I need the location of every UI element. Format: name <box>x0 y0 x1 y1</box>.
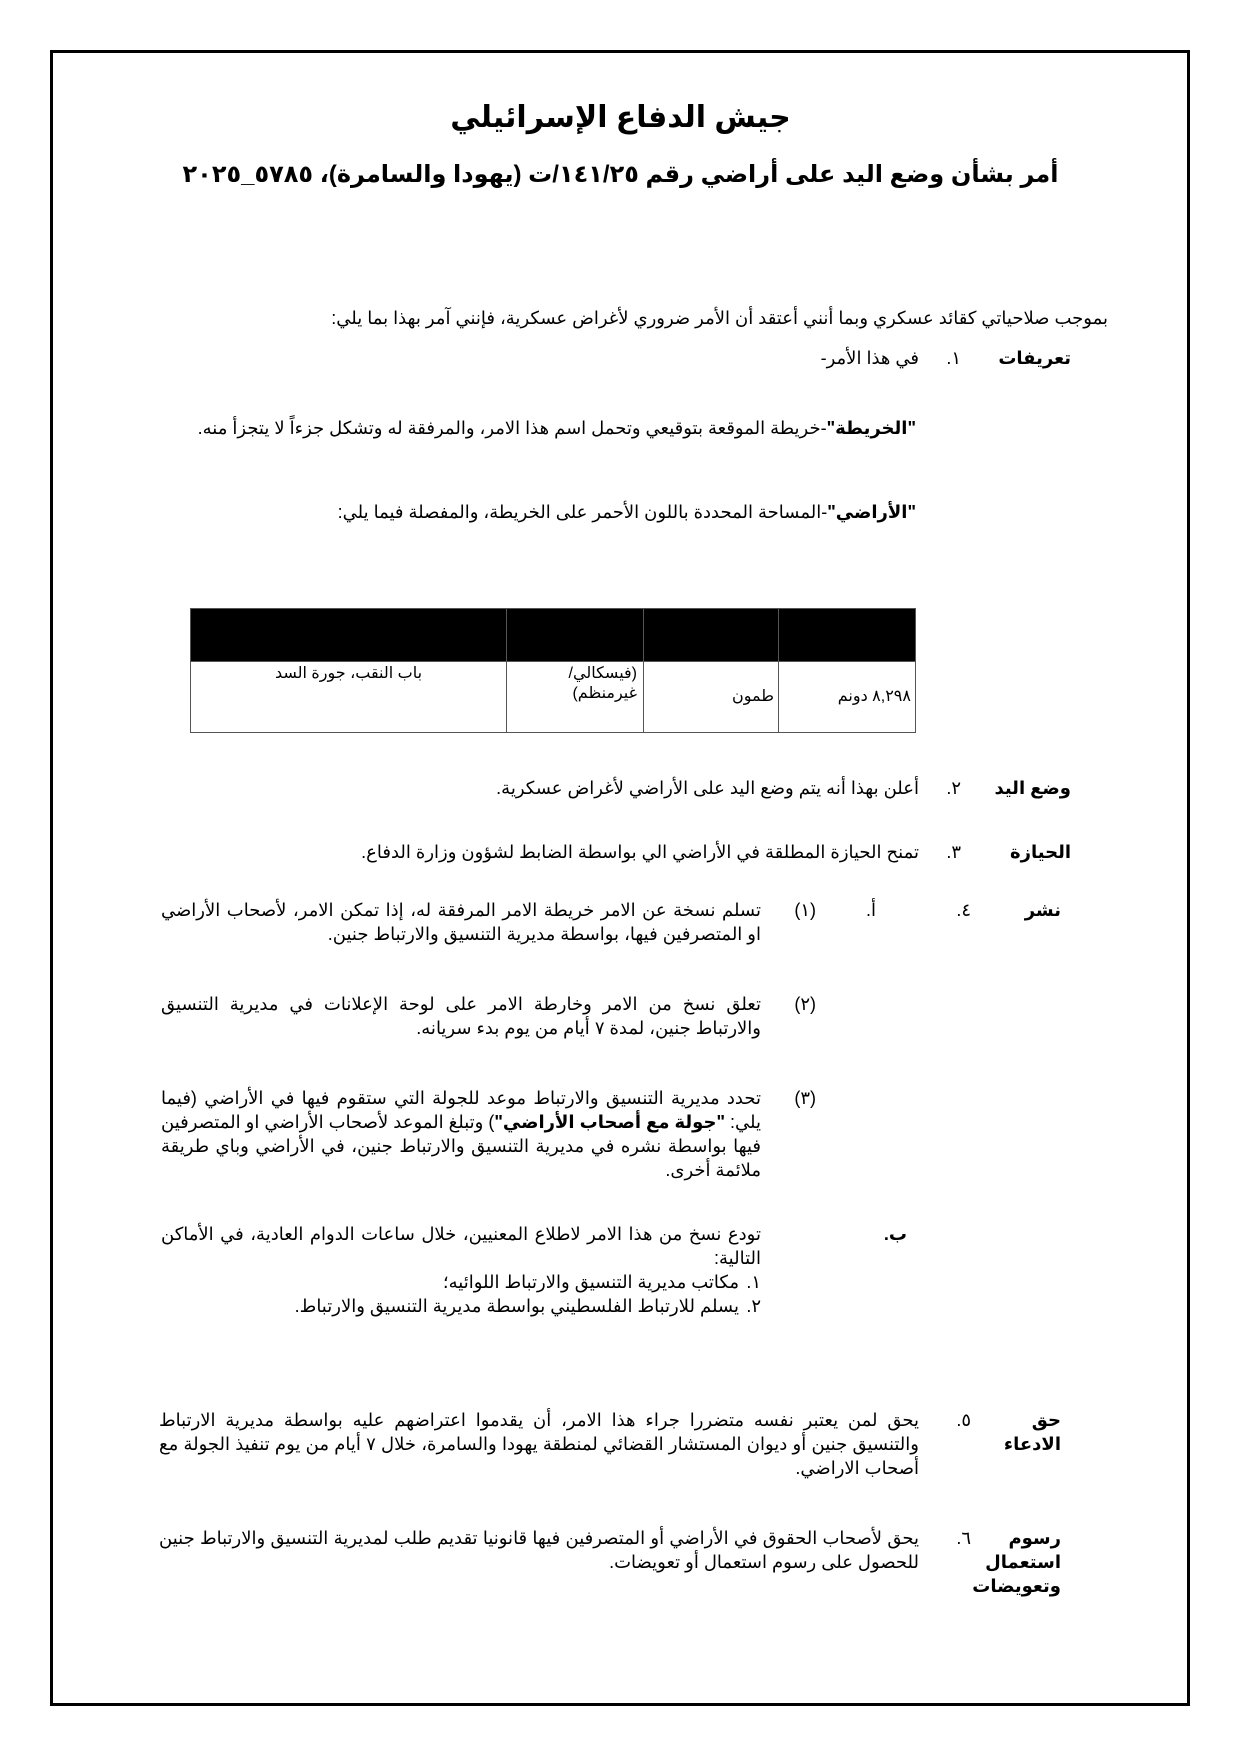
section-label-objection-2: الادعاء <box>1003 1434 1061 1454</box>
term-land: "الأراضي" <box>827 502 916 522</box>
item-3-number: (٣) <box>794 1088 816 1108</box>
section-label-publication: نشر <box>1024 900 1061 920</box>
seizure-text: أعلن بهذا أنه يتم وضع اليد على الأراضي لأغراض عسكرية. <box>496 778 919 798</box>
document-title: جيش الدفاع الإسرائيلي <box>450 101 791 134</box>
land-table <box>190 608 916 733</box>
header-cell <box>644 609 779 662</box>
section-label-possession: الحيازة <box>1010 842 1071 862</box>
section-label-fees-1: رسوم <box>1008 1528 1061 1548</box>
possession-text: تمنح الحيازة المطلقة في الأراضي الي بواسطة الضابط لشؤون وزارة الدفاع. <box>361 842 919 862</box>
b-list-item-2-number: ٢. <box>746 1296 761 1316</box>
land-table-header <box>191 609 916 662</box>
section-number-6: ٦. <box>956 1528 971 1548</box>
section-label-fees-3: وتعويضات <box>972 1576 1061 1596</box>
section-number-1: ١. <box>946 348 961 368</box>
cell-village: طمون <box>644 662 779 733</box>
document-subtitle: أمر بشأن وضع اليد على أراضي رقم ١٤١/٢٥/ت (يهودا والسامرة)، ٥٧٨٥_٢٠٢٥ <box>182 161 1059 188</box>
header-cell <box>191 609 507 662</box>
item-2-text: تعلق نسخ من الامر وخارطة الامر على لوحة الإعلانات في مديرية التنسيق والارتباط جنين، لمدة ٧ أيام من يوم بدء سريانه. <box>161 994 761 1038</box>
subsection-b-text: تودع نسخ من هذا الامر لاطلاع المعنيين، خلال ساعات الدوام العادية، في الأماكن التالية: <box>161 1224 761 1268</box>
section-number-5: ٥. <box>956 1410 971 1430</box>
section-number-4: ٤. <box>956 900 971 920</box>
b-list-item-1-text: مكاتب مديرية التنسيق والارتباط اللوائيه؛ <box>442 1272 739 1292</box>
subsection-a-label: أ. <box>865 900 876 920</box>
item-3-text-part-1: تحدد مديرية التنسيق والارتباط موعد للجولة التي ستقوم فيها في الأراضي (فيما يلي: <box>161 1088 761 1132</box>
header-cell <box>779 609 916 662</box>
objection-text: يحق لمن يعتبر نفسه متضررا جراء هذا الامر، أن يقدموا اعتراضهم عليه بواسطة مديرية الارتباط والتنسيق جنين أو ديوان المستشار القضائي لمنطقة يهودا والسامرة، خلال ٧ أيام من يوم تنفيذ الجولة مع أصحاب الاراضي. <box>159 1410 919 1478</box>
item-3-bold-term: "جولة مع أصحاب الأراضي" <box>494 1112 725 1132</box>
subsection-b-label: ب. <box>883 1224 907 1244</box>
item-2-number: (٢) <box>794 994 816 1014</box>
section-label-fees-2: استعمال <box>985 1552 1061 1572</box>
section-number-2: ٢. <box>946 778 961 798</box>
item-1-text: تسلم نسخة عن الامر خريطة الامر المرفقة له، إذا تمكن الامر، لأصحاب الأراضي او المتصرفين فيها، بواسطة مديرية التنسيق والارتباط جنين. <box>161 900 761 944</box>
item-3-text-part-2: ) وتبلغ الموعد لأصحاب الأراضي او المتصرفين فيها بواسطة نشره في مديرية التنسيق والارتباط جنين، في الأراضي وباي طريقة ملائمة أخرى. <box>161 1112 761 1180</box>
item-1-number: (١) <box>794 900 816 920</box>
section-number-3: ٣. <box>946 842 961 862</box>
fees-text: يحق لأصحاب الحقوق في الأراضي أو المتصرفين فيها قانونيا تقديم طلب لمديرية التنسيق والارتباط جنين للحصول على رسوم استعمال أو تعويضات. <box>159 1528 919 1572</box>
cell-locality: باب النقب، جورة السد <box>191 662 507 733</box>
item-3-text <box>161 1086 761 1182</box>
cell-area: ٨,٢٩٨ دونم <box>779 662 916 733</box>
term-map: "الخريطة" <box>826 418 916 438</box>
preamble: بموجب صلاحياتي كقائد عسكري وبما أنني أعتقد أن الأمر ضروري لأغراض عسكرية، فإنني آمر بهذا بما يلي: <box>331 308 1108 328</box>
header-cell <box>507 609 644 662</box>
cell-land-type: (فيسكالي/ غيرمنظم) <box>507 662 644 733</box>
definition-map-text: -خريطة الموقعة بتوقيعي وتحمل اسم هذا الامر، والمرفقة له وتشكل جزءاً لا يتجزأ منه. <box>197 418 827 438</box>
section-label-seizure: وضع اليد <box>994 778 1071 798</box>
b-list-item-1-number: ١. <box>746 1272 761 1292</box>
definition-land <box>156 500 916 524</box>
section-label-objection-1: حق <box>1031 1410 1061 1430</box>
section-label-definitions: تعريفات <box>998 348 1071 368</box>
definitions-intro: في هذا الأمر- <box>820 348 919 368</box>
table-row <box>191 662 916 733</box>
b-list-item-2-text: يسلم للارتباط الفلسطيني بواسطة مديرية التنسيق والارتباط. <box>294 1296 739 1316</box>
definition-map <box>156 416 916 440</box>
definition-land-text: -المساحة المحددة باللون الأحمر على الخريطة، والمفصلة فيما يلي: <box>337 502 828 522</box>
